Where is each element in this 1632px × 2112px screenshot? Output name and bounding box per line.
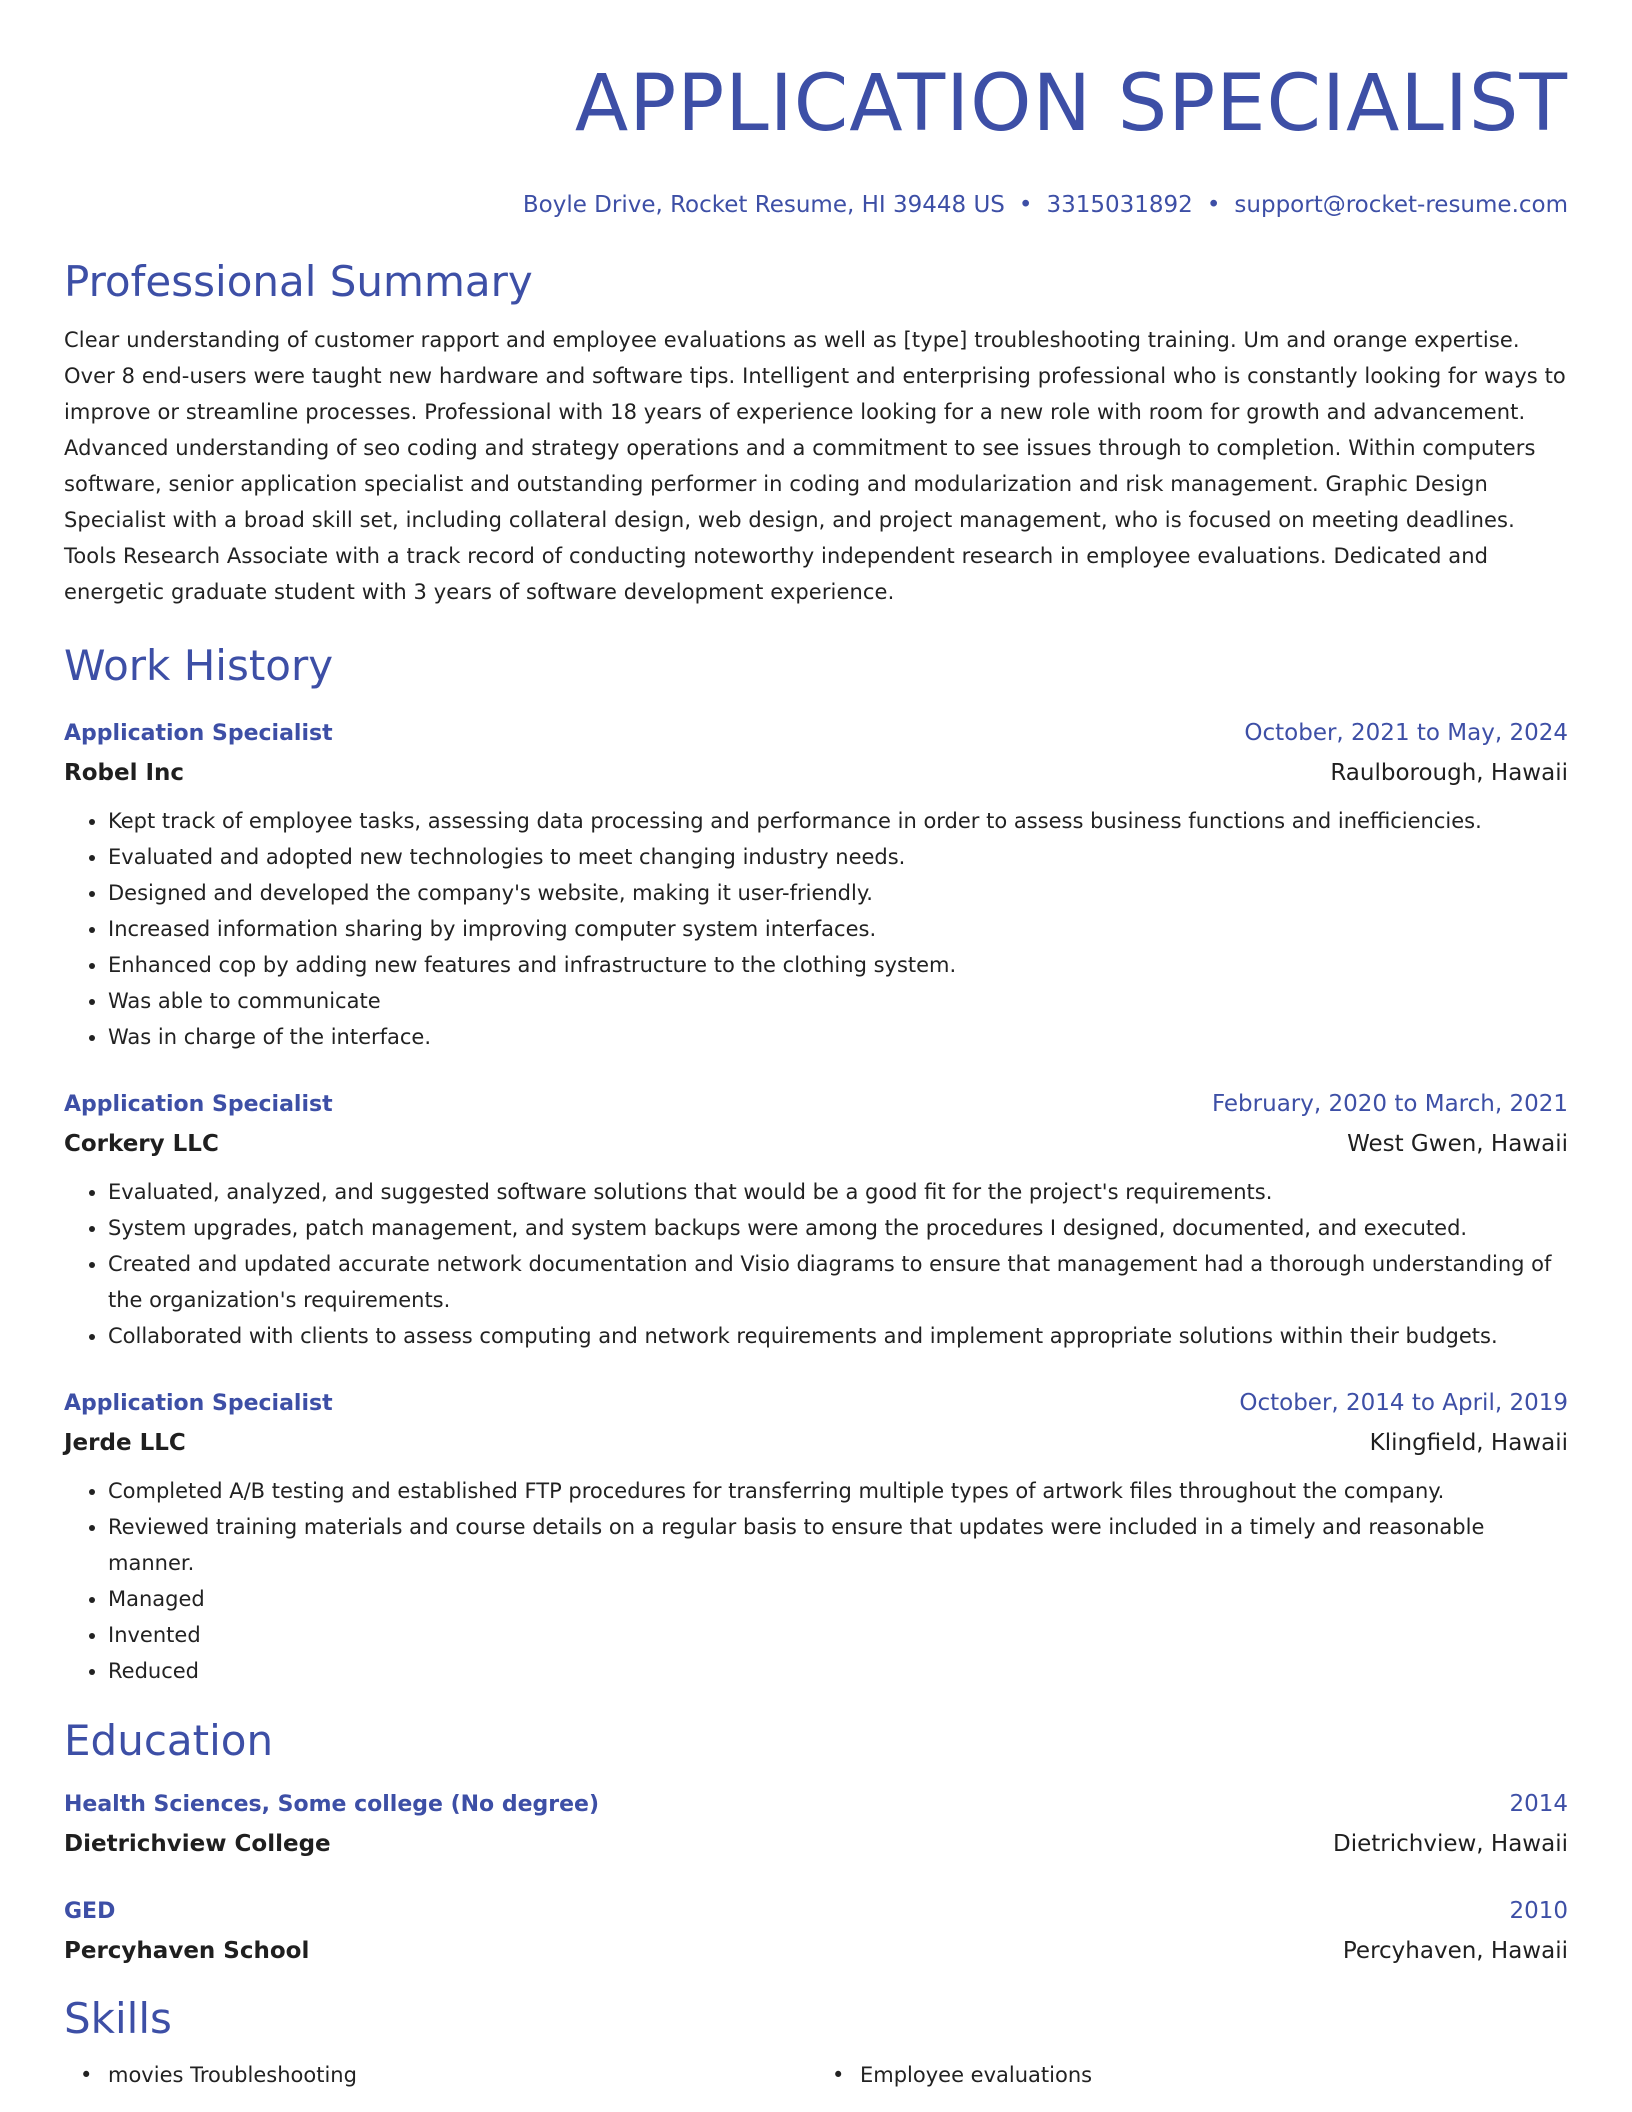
job-bullets <box>64 1473 1568 1689</box>
education-entry <box>64 1892 1568 1971</box>
job-bullet: • Completed A/B testing and established FTP procedures for transferring multiple types of artwork files throughout the company. <box>108 1473 1568 1509</box>
skills-list <box>64 2057 1568 2093</box>
work-history-section <box>64 640 1568 1689</box>
skills-section <box>64 1993 1568 2093</box>
education-degree: GED <box>64 1899 116 1924</box>
contact-phone: 3315031892 <box>1046 192 1193 218</box>
education-section <box>64 1715 1568 1971</box>
contact-separator: • <box>1206 192 1221 218</box>
education-degree: Health Sciences, Some college (No degree) <box>64 1792 599 1817</box>
job-bullet: • Increased information sharing by improving computer system interfaces. <box>108 911 1568 947</box>
skills-heading: Skills <box>64 1994 172 2043</box>
contact-separator: • <box>1018 192 1033 218</box>
candidate-name: APPLICATION SPECIALIST <box>574 59 1568 149</box>
work-history-heading: Work History <box>64 641 334 690</box>
job-dates: February, 2020 to March, 2021 <box>1211 1091 1568 1117</box>
job-entry <box>64 714 1568 1055</box>
summary-text: Clear understanding of customer rapport and employee evaluations as well as [type] troubleshooting training. Um and orange expertise. Over 8 end-users were taught new hardware and software tips. Intelligent and enterprising professional who is constantly looking for ways to improve or streamline processes. Professional with 18 years of experience looking for a new role with room for growth and advancement. Advanced understanding of seo coding and strategy operations and a commitment to see issues through to completion. Within computers software, senior application specialist and outstanding performer in coding and modularization and risk management. Graphic Design Specialist with a broad skill set, including collateral design, web design, and project management, who is focused on meeting deadlines. Tools Research Associate with a track record of conducting noteworthy independent research in employee evaluations. Dedicated and energetic graduate student with 3 years of software development experience. <box>64 328 1566 604</box>
job-bullet: • Kept track of employee tasks, assessing data processing and performance in order to assess business functions and inefficiencies. <box>108 803 1568 839</box>
skill-item: • Employee evaluations <box>816 2057 1568 2093</box>
job-bullets <box>64 1174 1568 1354</box>
education-entry <box>64 1785 1568 1864</box>
skill-item: • movies Troubleshooting <box>64 2057 816 2093</box>
job-dates: October, 2021 to May, 2024 <box>1244 720 1568 746</box>
job-company: Jerde LLC <box>64 1430 186 1456</box>
job-bullet: • Managed <box>108 1581 1568 1617</box>
job-title: Application Specialist <box>64 1092 333 1117</box>
education-school: Percyhaven School <box>64 1938 310 1964</box>
job-bullet: • Evaluated and adopted new technologies to meet changing industry needs. <box>108 839 1568 875</box>
education-school: Dietrichview College <box>64 1831 331 1857</box>
contact-email: support@rocket-resume.com <box>1234 192 1568 218</box>
job-location: West Gwen, Hawaii <box>1347 1131 1568 1157</box>
job-bullet: • System upgrades, patch management, and system backups were among the procedures I designed, documented, and executed. <box>108 1210 1568 1246</box>
job-bullet: • Was in charge of the interface. <box>108 1019 1568 1055</box>
summary-heading: Professional Summary <box>64 257 533 306</box>
job-title: Application Specialist <box>64 721 333 746</box>
job-bullet: • Reduced <box>108 1653 1568 1689</box>
job-bullet: • Designed and developed the company's website, making it user-friendly. <box>108 875 1568 911</box>
job-bullet: • Collaborated with clients to assess computing and network requirements and implement appropriate solutions within their budgets. <box>108 1318 1568 1354</box>
job-bullet: • Created and updated accurate network documentation and Visio diagrams to ensure that management had a thorough understanding of the organization's requirements. <box>108 1246 1568 1318</box>
job-location: Raulborough, Hawaii <box>1330 760 1568 786</box>
job-bullet: • Enhanced cop by adding new features and infrastructure to the clothing system. <box>108 947 1568 983</box>
education-year: 2014 <box>1509 1791 1568 1817</box>
job-company: Corkery LLC <box>64 1131 219 1157</box>
job-location: Klingfield, Hawaii <box>1369 1430 1568 1456</box>
summary-section <box>64 256 1568 610</box>
job-company: Robel Inc <box>64 760 185 786</box>
job-bullet: • Invented <box>108 1617 1568 1653</box>
education-location: Dietrichview, Hawaii <box>1333 1831 1568 1857</box>
job-bullet: • Reviewed training materials and course details on a regular basis to ensure that updates were included in a timely and reasonable manner. <box>108 1509 1568 1581</box>
job-bullets <box>64 803 1568 1055</box>
education-year: 2010 <box>1509 1898 1568 1924</box>
education-heading: Education <box>64 1716 274 1765</box>
contact-line <box>64 190 1568 220</box>
job-dates: October, 2014 to April, 2019 <box>1239 1390 1568 1416</box>
resume-header <box>64 56 1568 220</box>
job-bullet: • Was able to communicate <box>108 983 1568 1019</box>
job-bullet: • Evaluated, analyzed, and suggested software solutions that would be a good fit for the project's requirements. <box>108 1174 1568 1210</box>
education-location: Percyhaven, Hawaii <box>1342 1938 1568 1964</box>
job-title: Application Specialist <box>64 1391 333 1416</box>
job-entry <box>64 1384 1568 1689</box>
contact-address: Boyle Drive, Rocket Resume, HI 39448 US <box>522 192 1005 218</box>
job-entry <box>64 1085 1568 1354</box>
